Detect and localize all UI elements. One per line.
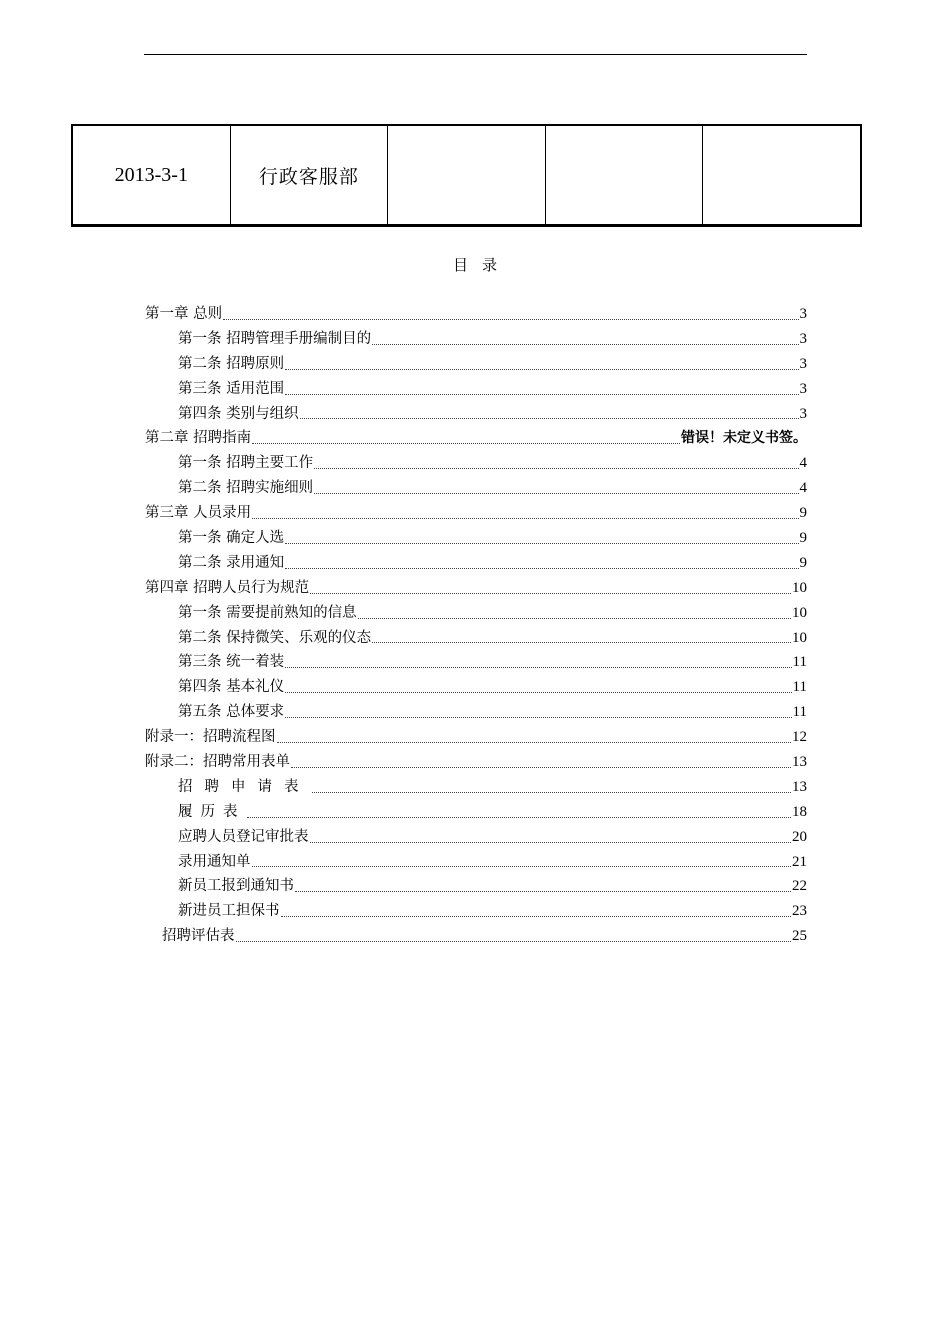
- toc-page-number: 9: [799, 530, 807, 547]
- toc-entry-label: 履历表: [178, 803, 246, 820]
- toc-entry[interactable]: [145, 352, 807, 377]
- toc-leader-dots: [285, 692, 791, 693]
- toc-entry-label: 第四条 基本礼仪: [178, 679, 285, 696]
- toc-page-number: 3: [799, 355, 807, 372]
- toc-leader-dots: [285, 717, 791, 718]
- toc-page-number: 25: [792, 928, 807, 945]
- toc-leader-dots: [252, 866, 792, 867]
- toc-entry[interactable]: [145, 850, 807, 875]
- toc-entry[interactable]: [145, 551, 807, 576]
- toc-entry-label: 第一条 确定人选: [178, 530, 285, 547]
- toc-leader-dots: [314, 493, 798, 494]
- toc-entry-label: 录用通知单: [178, 853, 251, 870]
- toc-entry[interactable]: [145, 899, 807, 924]
- toc-entry-label: 第一条 需要提前熟知的信息: [178, 604, 357, 621]
- toc-page-number: 3: [799, 380, 807, 397]
- toc-page-number: 18: [792, 803, 807, 820]
- document-info-table: [71, 124, 862, 227]
- toc-entry[interactable]: [145, 750, 807, 775]
- toc-entry-label: 第四章 招聘人员行为规范: [145, 579, 310, 596]
- toc-page-number: 3: [799, 330, 807, 347]
- toc-leader-dots: [285, 394, 798, 395]
- toc-leader-dots: [310, 842, 792, 843]
- toc-page-number: 23: [792, 903, 807, 920]
- toc-page-number: 21: [792, 853, 807, 870]
- toc-entry[interactable]: [145, 327, 807, 352]
- toc-entry-label: 新进员工担保书: [178, 903, 280, 920]
- toc-page-number: 20: [792, 828, 807, 845]
- toc-entry[interactable]: [145, 825, 807, 850]
- toc-entry-label: 第四条 类别与组织: [178, 405, 299, 422]
- toc-entry-label: 新员工报到通知书: [178, 878, 294, 895]
- toc-error-text: 错误！未定义书签。: [681, 430, 807, 447]
- toc-entry-label: 第二条 招聘原则: [178, 355, 285, 372]
- toc-page-number: 9: [799, 554, 807, 571]
- toc-page-number: 11: [792, 679, 807, 696]
- table-of-contents: [145, 302, 807, 949]
- toc-entry-label: 第二条 招聘实施细则: [178, 480, 314, 497]
- toc-leader-dots: [252, 443, 680, 444]
- toc-leader-dots: [300, 418, 799, 419]
- toc-entry-label: 第二章 招聘指南: [145, 430, 252, 447]
- toc-entry[interactable]: [145, 576, 807, 601]
- toc-page-number: 4: [799, 480, 807, 497]
- toc-entry-label: 第一条 招聘管理手册编制目的: [178, 330, 372, 347]
- toc-leader-dots: [372, 642, 791, 643]
- empty-cell: [546, 126, 704, 224]
- toc-entry[interactable]: [145, 874, 807, 899]
- toc-entry-label: 第一章 总则: [145, 306, 223, 322]
- toc-entry[interactable]: [145, 402, 807, 427]
- department-cell: 行政客服部: [231, 126, 389, 224]
- toc-leader-dots: [312, 792, 792, 793]
- toc-page-number: 4: [799, 455, 807, 472]
- toc-entry[interactable]: [145, 426, 807, 451]
- toc-leader-dots: [285, 568, 798, 569]
- toc-page-number: 13: [792, 754, 807, 771]
- empty-cell: [388, 126, 546, 224]
- toc-entry-label: 第二条 录用通知: [178, 554, 285, 571]
- toc-page-number: 10: [792, 604, 807, 621]
- toc-entry-label: 招聘评估表: [162, 928, 235, 945]
- toc-page-number: 22: [792, 878, 807, 895]
- toc-entry[interactable]: [145, 526, 807, 551]
- toc-entry[interactable]: [145, 626, 807, 651]
- toc-leader-dots: [314, 468, 798, 469]
- toc-page-number: 10: [792, 629, 807, 646]
- toc-entry-label: 第三条 适用范围: [178, 380, 285, 397]
- toc-page-number: 3: [799, 405, 807, 422]
- toc-leader-dots: [310, 593, 791, 594]
- toc-page-number: 10: [792, 579, 807, 596]
- toc-leader-dots: [252, 518, 798, 519]
- toc-page-number: 11: [792, 704, 807, 721]
- toc-entry[interactable]: [145, 601, 807, 626]
- toc-title: 目录: [452, 256, 511, 274]
- toc-leader-dots: [358, 618, 791, 619]
- toc-entry[interactable]: [145, 800, 807, 825]
- toc-leader-dots: [295, 891, 791, 892]
- toc-leader-dots: [277, 742, 792, 743]
- toc-entry-label: 第五条 总体要求: [178, 704, 285, 721]
- toc-page-number: 11: [792, 654, 807, 671]
- toc-entry-label: 附录二：招聘常用表单: [145, 754, 290, 771]
- toc-entry[interactable]: [145, 451, 807, 476]
- toc-page-number: 12: [792, 729, 807, 746]
- toc-entry-label: 第三条 统一着装: [178, 654, 285, 671]
- date-cell: 2013-3-1: [73, 126, 231, 224]
- empty-cell: [703, 126, 860, 224]
- toc-entry[interactable]: [145, 476, 807, 501]
- toc-entry-label: 附录一：招聘流程图: [145, 729, 276, 746]
- toc-leader-dots: [236, 941, 792, 942]
- toc-leader-dots: [285, 667, 791, 668]
- toc-entry[interactable]: [145, 775, 807, 800]
- toc-entry[interactable]: [145, 302, 807, 327]
- toc-entry[interactable]: [145, 924, 807, 949]
- toc-entry[interactable]: [145, 675, 807, 700]
- toc-leader-dots: [372, 344, 798, 345]
- toc-leader-dots: [285, 543, 798, 544]
- toc-entry[interactable]: [145, 501, 807, 526]
- toc-entry-label: 第一条 招聘主要工作: [178, 455, 314, 472]
- toc-page-number: 9: [799, 505, 807, 522]
- toc-entry-label: 招聘申请表: [178, 778, 311, 795]
- toc-leader-dots: [223, 319, 798, 320]
- toc-entry-label: 第二条 保持微笑、乐观的仪态: [178, 629, 372, 646]
- toc-leader-dots: [247, 817, 792, 818]
- toc-page-number: 13: [792, 778, 807, 795]
- toc-entry-label: 第三章 人员录用: [145, 505, 252, 522]
- toc-leader-dots: [291, 767, 791, 768]
- toc-page-number: 3: [799, 306, 807, 322]
- toc-entry-label: 应聘人员登记审批表: [178, 828, 309, 845]
- header-rule: [144, 54, 807, 55]
- toc-entry[interactable]: [145, 650, 807, 675]
- toc-entry[interactable]: [145, 377, 807, 402]
- toc-leader-dots: [281, 916, 792, 917]
- toc-leader-dots: [285, 369, 798, 370]
- toc-entry[interactable]: [145, 700, 807, 725]
- toc-entry[interactable]: [145, 725, 807, 750]
